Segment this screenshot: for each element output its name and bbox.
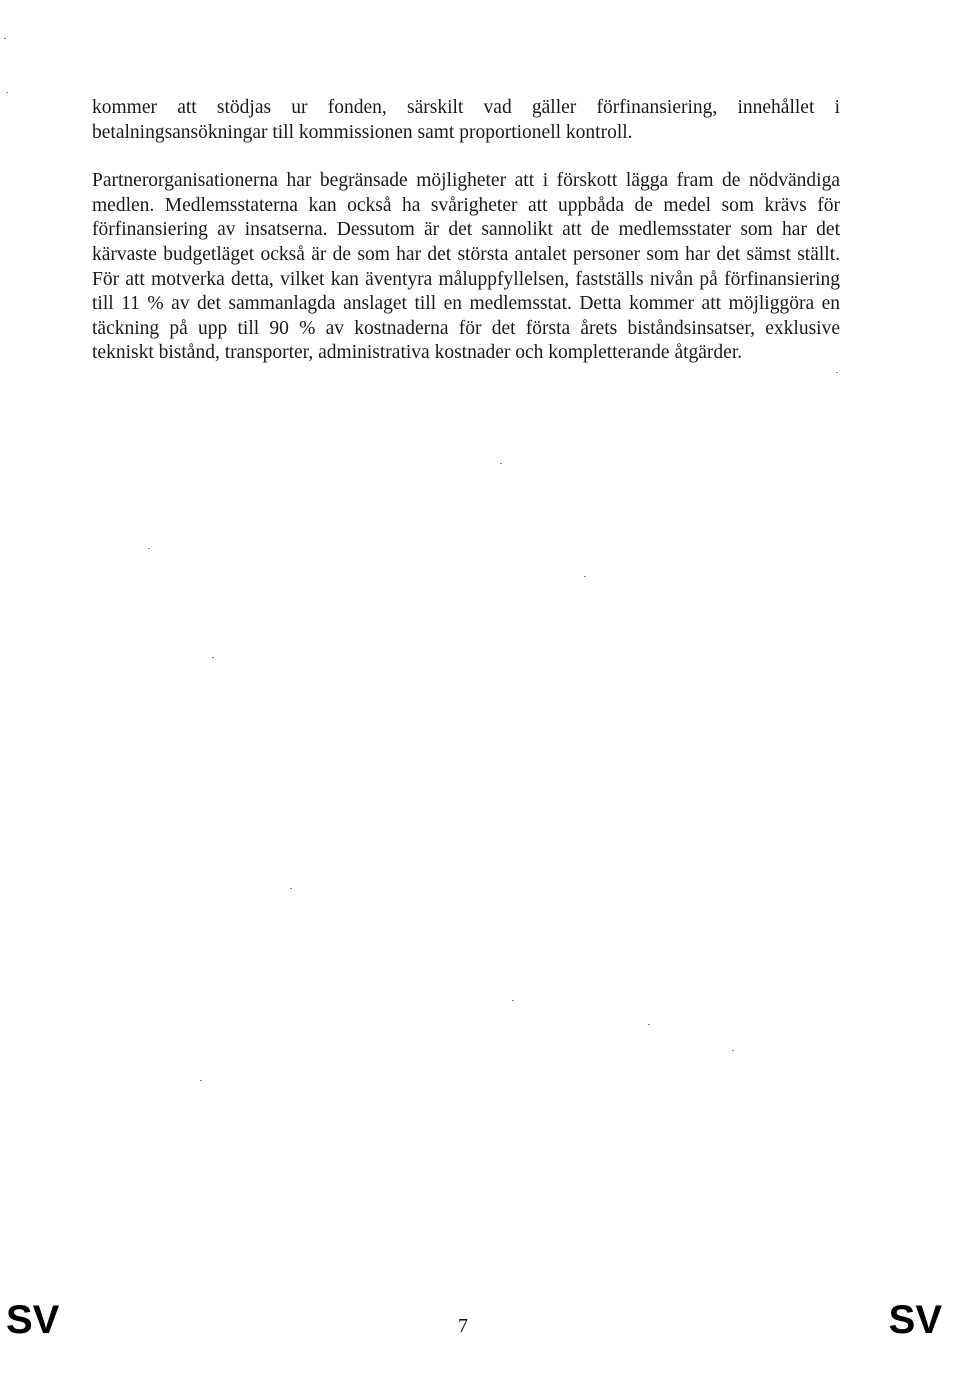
text-line: För att motverka detta, vilket kan äventyra måluppfyllelsen, fastställs nivån på förfinansiering bbox=[92, 268, 840, 290]
page-number: 7 bbox=[458, 1315, 468, 1337]
body-text bbox=[92, 96, 840, 366]
scan-speck bbox=[732, 1050, 734, 1051]
text-line: täckning på upp till 90 % av kostnaderna för det första årets biståndsinsatser, exklusive bbox=[92, 317, 840, 339]
text-line: förfinansiering av insatserna. Dessutom är det sannolikt att de medlemsstater som har det bbox=[92, 219, 840, 241]
scan-speck bbox=[4, 38, 6, 39]
scan-speck bbox=[290, 888, 292, 889]
text-line: betalningsansökningar till kommissionen samt proportionell kontroll. bbox=[92, 121, 633, 143]
scan-speck bbox=[200, 1080, 202, 1081]
text-line: Partnerorganisationerna har begränsade möjligheter att i förskott lägga fram de nödvändiga bbox=[92, 170, 840, 192]
scan-speck bbox=[6, 92, 8, 93]
scan-speck bbox=[212, 657, 214, 658]
text-line: medlen. Medlemsstaterna kan också ha svårigheter att uppbåda de medel som krävs för bbox=[92, 194, 840, 216]
text-line: kommer att stödjas ur fonden, särskilt vad gäller förfinansiering, innehållet i bbox=[92, 97, 840, 118]
footer-language-code-right: SV bbox=[888, 1298, 942, 1342]
paragraph-1 bbox=[92, 96, 840, 145]
scan-speck bbox=[648, 1024, 650, 1025]
text-line: kärvaste budgetläget också är de som har det största antalet personer som har det sämst ställt. bbox=[92, 243, 840, 265]
scan-speck bbox=[836, 372, 838, 373]
text-line: till 11 % av det sammanlagda anslaget till en medlemsstat. Detta kommer att möjliggöra en bbox=[92, 293, 840, 315]
scan-speck bbox=[584, 576, 586, 577]
scan-speck bbox=[512, 1000, 514, 1001]
scan-speck bbox=[500, 463, 502, 464]
scan-speck bbox=[148, 548, 150, 549]
footer-language-code-left: SV bbox=[6, 1298, 60, 1342]
text-line: tekniskt bistånd, transporter, administrativa kostnader och kompletterande åtgärder. bbox=[92, 342, 743, 364]
paragraph-2 bbox=[92, 169, 840, 366]
